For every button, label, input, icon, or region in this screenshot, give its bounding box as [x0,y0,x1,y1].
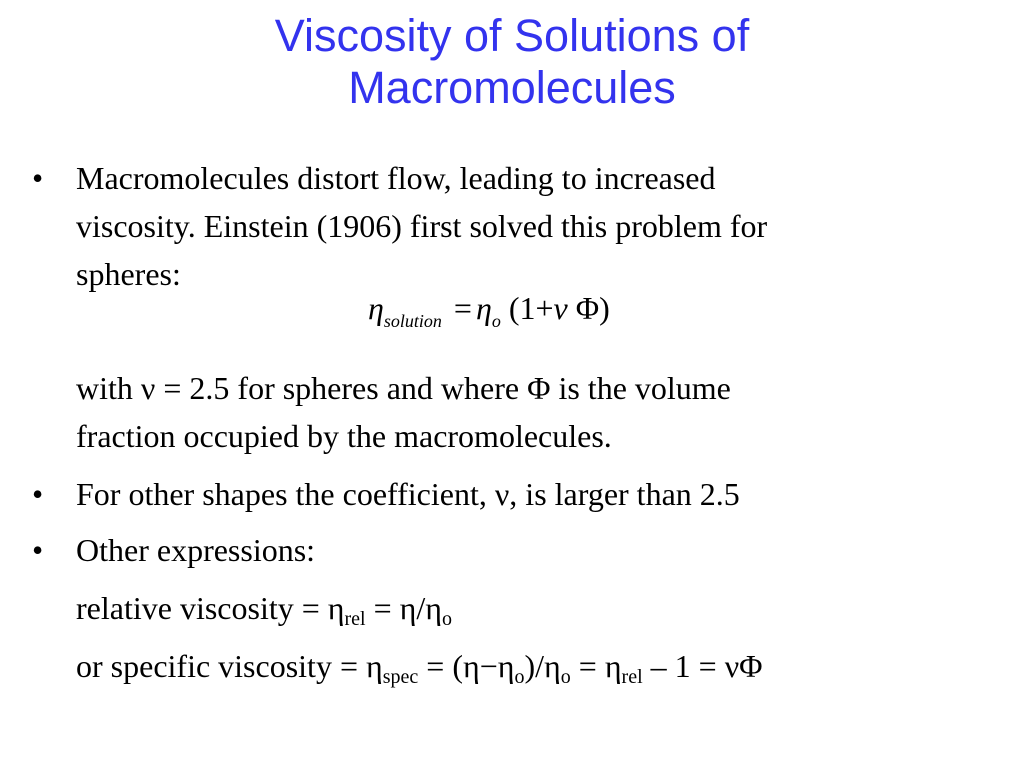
bullet-1-line-1: Macromolecules distort flow, leading to increased [76,160,716,196]
bullet-3-line: Other expressions: [76,532,316,568]
eq-eta-symbol: η [368,290,384,326]
spec-sub-rel: rel [621,666,643,688]
bullet-1-line-2: viscosity. Einstein (1906) first solved this problem for [76,208,768,244]
eq-lhs-subscript: solution [383,311,442,331]
spec-mid-2: )/η [524,648,561,684]
bullet-marker: • [32,476,44,512]
bullet-2-text [76,470,976,518]
spec-sub-spec: spec [382,666,419,688]
spec-mid-1: = (η−η [418,648,515,684]
eq-open: (1+ [508,290,554,326]
title-line-1: Viscosity of Solutions of [274,10,750,61]
spec-prefix: or specific viscosity = η [76,648,383,684]
bullet-1-line-3: spheres: [76,256,181,292]
with-line-2: fraction occupied by the macromolecules. [76,418,612,454]
eq-rhs-subscript: o [491,311,501,331]
spec-sub-o-2: o [560,666,571,688]
slide-title [0,10,1024,114]
specific-viscosity-line [76,642,976,690]
eq-eta-symbol-rhs: η [475,290,492,326]
spec-mid-3: = η [570,648,622,684]
bullet-1-text [76,154,976,298]
spec-sub-o-1: o [514,666,525,688]
title-line-2: Macromolecules [348,62,676,113]
rel-mid: = η/η [365,590,442,626]
eq-equals: = [453,290,472,326]
eq-phi: Φ) [575,290,610,326]
eq-nu: ν [553,290,568,326]
rel-prefix: relative viscosity = η [76,590,345,626]
bullet-marker: • [32,160,44,196]
relative-viscosity-line [76,584,976,632]
bullet-2-line: For other shapes the coefficient, ν, is larger than 2.5 [76,476,740,512]
spec-tail: – 1 = νΦ [642,648,763,684]
rel-sub-rel: rel [344,608,366,630]
with-line-1: with ν = 2.5 for spheres and where Φ is the volume [76,370,731,406]
einstein-equation [368,290,610,332]
with-paragraph [76,364,976,460]
rel-sub-o: o [442,608,452,630]
bullet-marker: • [32,532,44,568]
bullet-3-text [76,526,976,574]
